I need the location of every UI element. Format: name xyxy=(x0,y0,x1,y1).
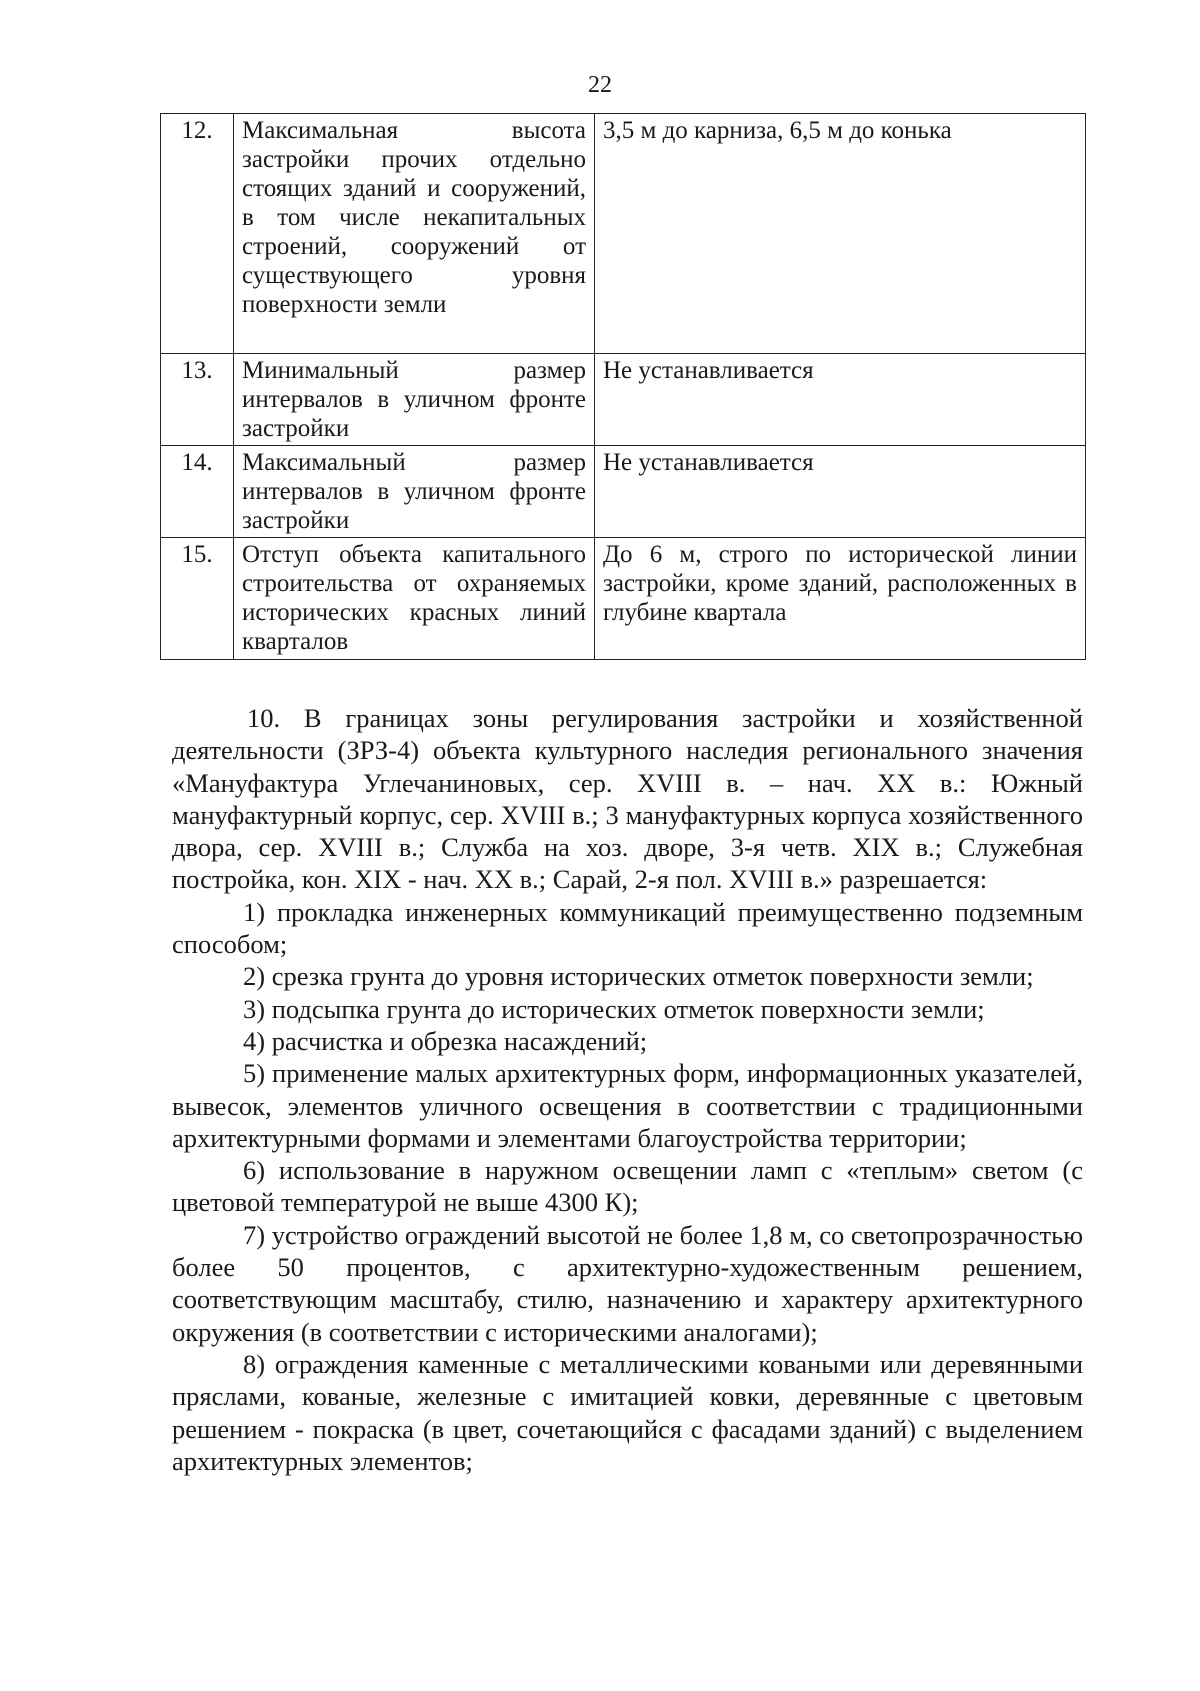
value-cell: Не устанавливается xyxy=(595,446,1086,538)
table-row xyxy=(161,446,1086,538)
row-number: 12. xyxy=(161,114,234,354)
row-number: 13. xyxy=(161,354,234,446)
page-number: 22 xyxy=(588,72,612,98)
table-row xyxy=(161,354,1086,446)
table-row xyxy=(161,114,1086,354)
list-item: 3) подсыпка грунта до исторических отметок поверхности земли; xyxy=(243,993,985,1024)
parameter-cell: Максимальный размер интервалов в уличном фронте застройки xyxy=(234,446,595,538)
section-intro-paragraph: 10. В границах зоны регулирования застройки и хозяйственной деятельности (ЗРЗ-4) объекта культурного наследия регионального значения «Мануфактура Углечаниновых, сер. XVIII в. – нач. XX в.: Южный мануфактурный корпус, сер. XVIII в.; 3 мануфактурных корпуса хозяйственного двора, сер. XVIII в.; Служба на хоз. дворе, 3-я четв. XIX в.; Служебная постройка, кон. XIX - нач. XX в.; Сарай, 2-я пол. XVIII в.» разрешается: xyxy=(172,703,1083,895)
value-cell: До 6 м, строго по исторической линии застройки, кроме зданий, расположенных в глубине квартала xyxy=(595,538,1086,660)
section-10-text xyxy=(172,702,1083,1477)
list-item: 7) устройство ограждений высотой не более 1,8 м, со светопрозрачностью более 50 процентов, с архитектурно-художественным решением, соответствующим масштабу, стилю, назначению и характеру архитектурного окружения (в соответствии с историческими аналогами); xyxy=(172,1219,1083,1347)
value-cell: Не устанавливается xyxy=(595,354,1086,446)
parameter-cell: Минимальный размер интервалов в уличном фронте застройки xyxy=(234,354,595,446)
list-item: 4) расчистка и обрезка насаждений; xyxy=(243,1025,648,1056)
list-item: 8) ограждения каменные с металлическими коваными или деревянными пряслами, кованые, железные с имитацией ковки, деревянные с цветовым решением - покраска (в цвет, сочетающийся с фасадами зданий) с выделением архитектурных элементов; xyxy=(172,1348,1083,1476)
table-row xyxy=(161,538,1086,660)
list-item: 1) прокладка инженерных коммуникаций преимущественно подземным способом; xyxy=(172,896,1083,960)
list-item: 6) использование в наружном освещении ламп с «теплым» светом (с цветовой температурой не выше 4300 К); xyxy=(172,1155,1083,1218)
parameter-cell: Максимальная высота застройки прочих отдельно стоящих зданий и сооружений, в том числе некапитальных строений, сооружений от существующего уровня поверхности земли xyxy=(234,114,595,354)
row-number: 14. xyxy=(161,446,234,538)
value-cell: 3,5 м до карниза, 6,5 м до конька xyxy=(595,114,1086,354)
row-number: 15. xyxy=(161,538,234,660)
list-item: 2) срезка грунта до уровня исторических отметок поверхности земли; xyxy=(243,961,1034,992)
regulations-table xyxy=(160,113,1086,660)
list-item: 5) применение малых архитектурных форм, информационных указателей, вывесок, элементов уличного освещения в соответствии с традиционными архитектурными формами и элементами благоустройства территории; xyxy=(172,1058,1083,1153)
parameter-cell: Отступ объекта капитального строительства от охраняемых исторических красных линий кварталов xyxy=(234,538,595,660)
